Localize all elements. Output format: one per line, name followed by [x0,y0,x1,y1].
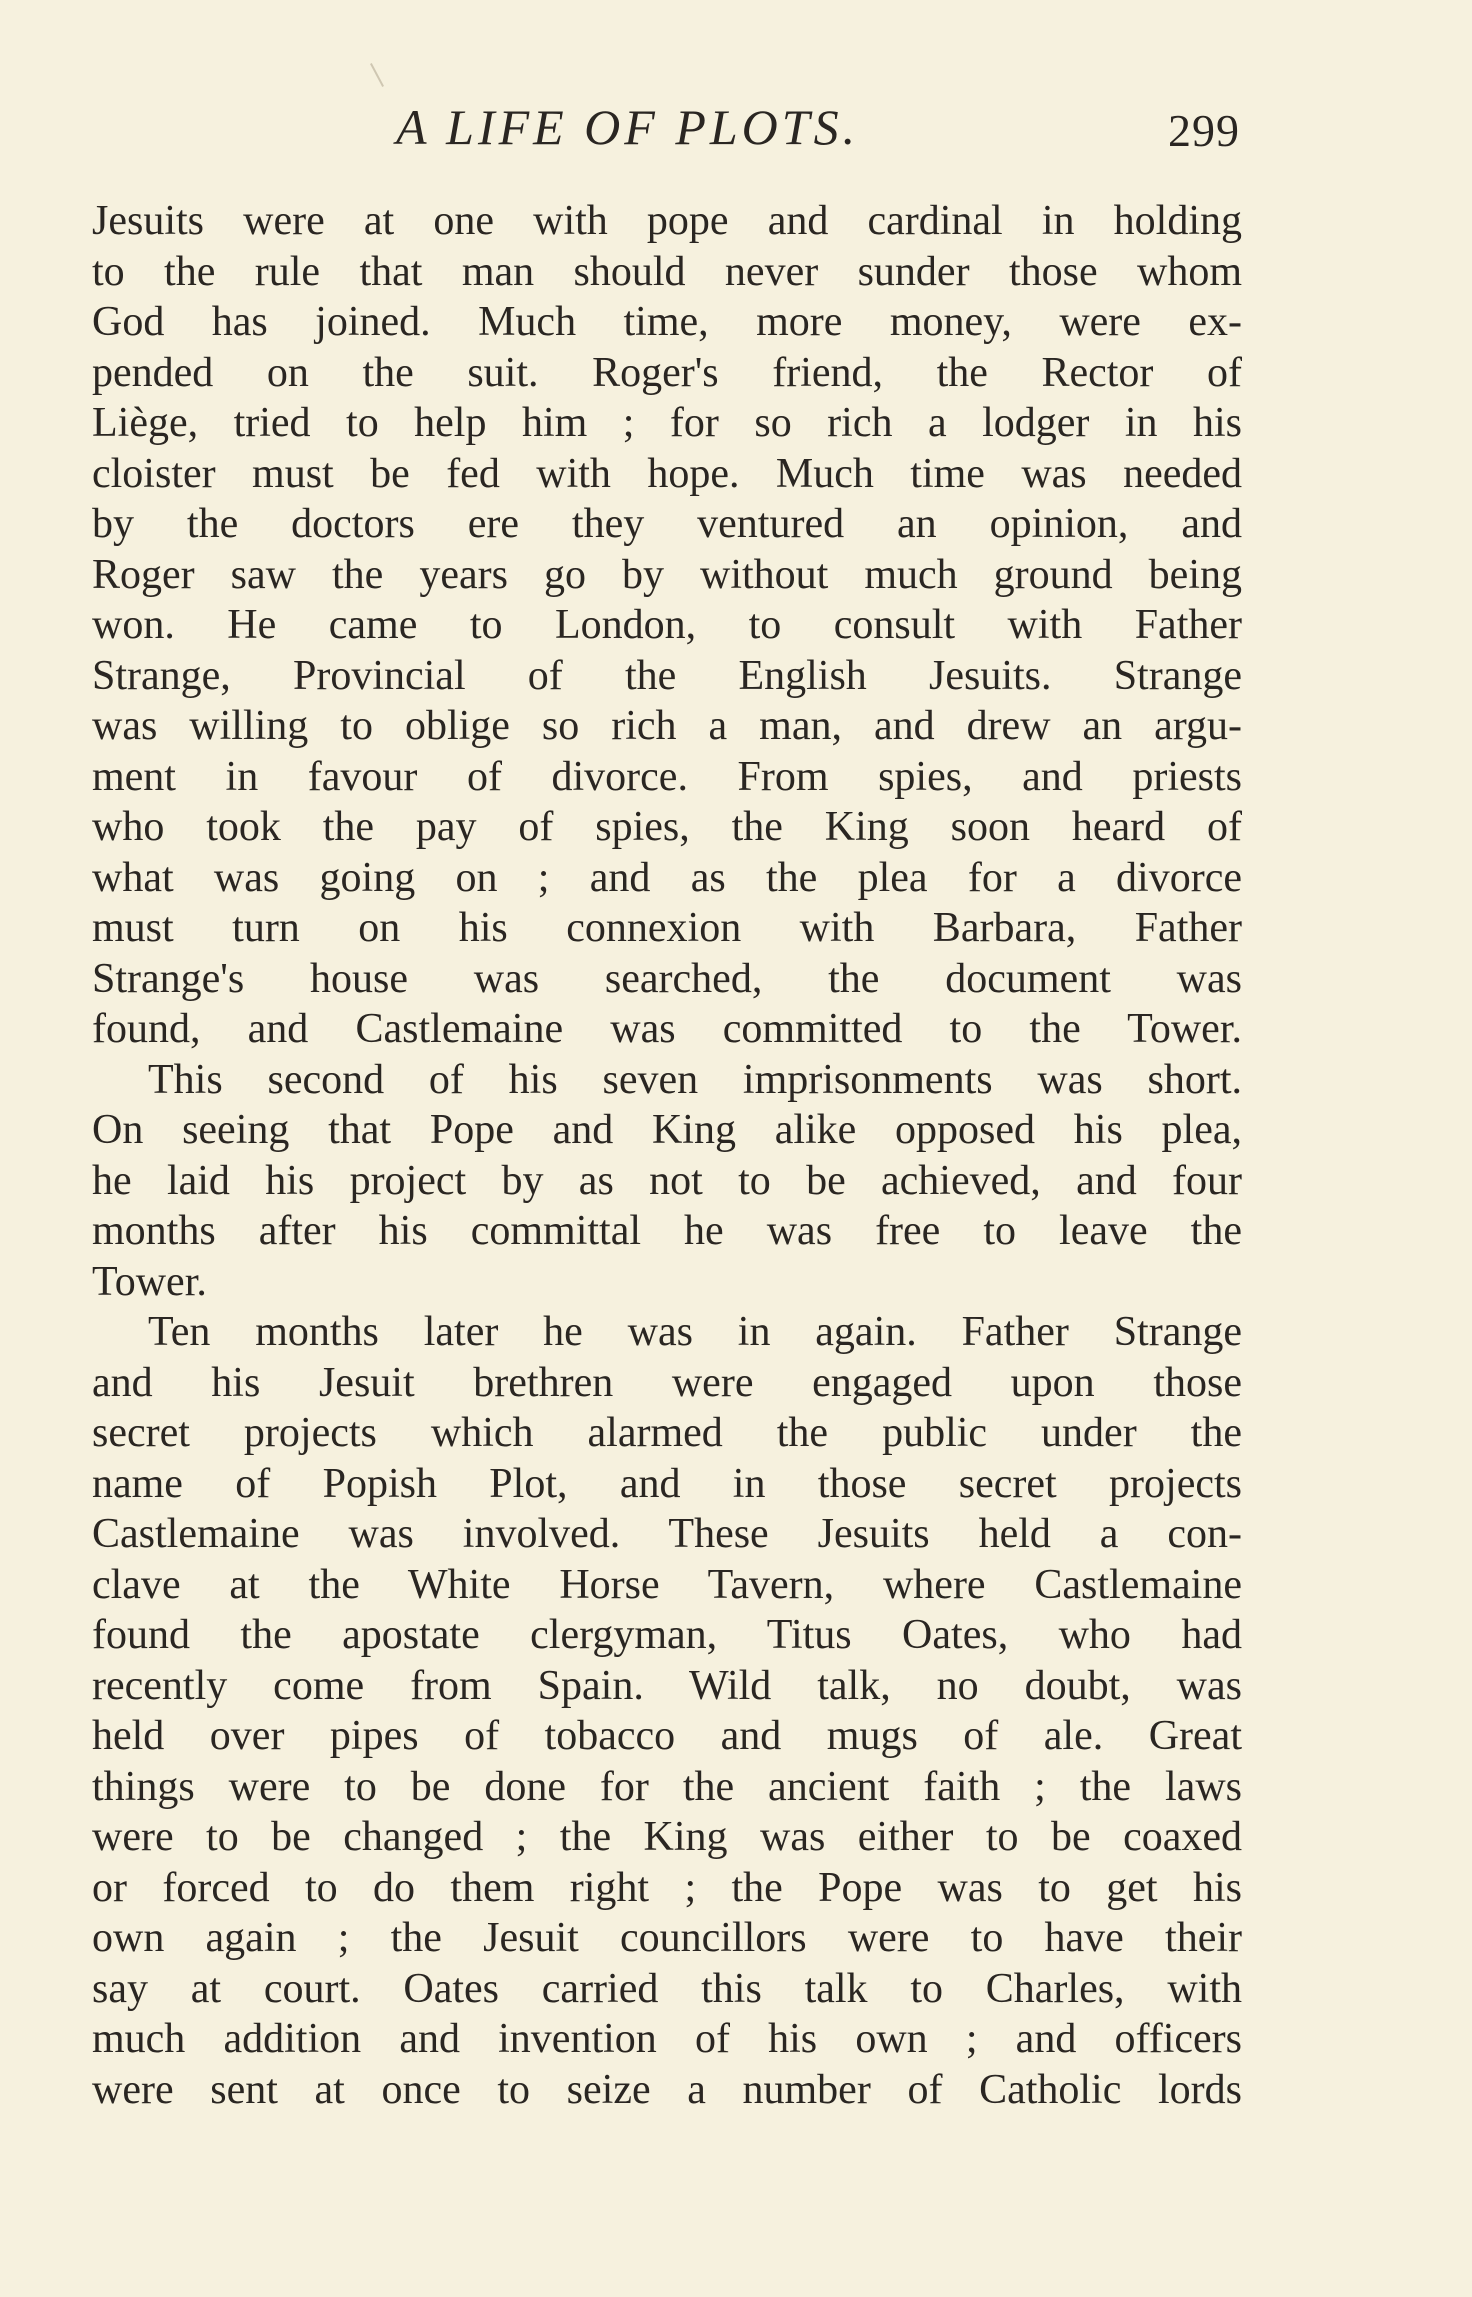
text-line: must turn on his connexion with Barbara, Father [92,905,1242,951]
text-line: own again ; the Jesuit councillors were to have their [92,1915,1242,1961]
text-line: was willing to oblige so rich a man, and drew an argu- [92,703,1242,749]
text-line: clave at the White Horse Tavern, where Castlemaine [92,1561,1242,1608]
page-number: 299 [1168,105,1240,156]
text-line: God has joined. Much time, more money, were ex- [92,299,1242,345]
running-head [0,92,1472,162]
text-line: say at court. Oates carried this talk to Charles, with [92,1965,1242,2012]
text-line: much addition and invention of his own ; and officers [92,2016,1242,2062]
text-line: or forced to do them right ; the Pope was to get his [92,1864,1242,1911]
text-line: pended on the suit. Roger's friend, the Rector of [92,349,1242,396]
text-line: Roger saw the years go by without much ground being [92,551,1242,598]
text-line: Strange's house was searched, the document was [92,955,1242,1002]
text-line: Tower. [92,1258,207,1305]
text-line: Castlemaine was involved. These Jesuits held a con- [92,1511,1242,1557]
text-line: won. He came to London, to consult with Father [92,602,1242,648]
text-line: recently come from Spain. Wild talk, no doubt, was [92,1662,1242,1709]
text-line: who took the pay of spies, the King soon heard of [92,804,1242,850]
text-line: months after his committal he was free to leave the [92,1208,1242,1254]
text-line: Strange, Provincial of the English Jesuits. Strange [92,652,1242,699]
text-line: cloister must be fed with hope. Much time was needed [92,450,1242,497]
text-line: held over pipes of tobacco and mugs of ale. Great [92,1713,1242,1759]
text-line: found, and Castlemaine was committed to the Tower. [92,1006,1242,1052]
text-line: what was going on ; and as the plea for a divorce [92,854,1242,901]
text-line: he laid his project by as not to be achieved, and four [92,1157,1242,1204]
text-line: and his Jesuit brethren were engaged upon those [92,1359,1242,1406]
text-line: Jesuits were at one with pope and cardinal in holding [92,198,1242,244]
text-line: by the doctors ere they ventured an opinion, and [92,501,1242,547]
text-line: were to be changed ; the King was either to be coaxed [92,1814,1242,1860]
text-line: On seeing that Pope and King alike opposed his plea, [92,1107,1242,1153]
text-line: were sent at once to seize a number of Catholic lords [92,2066,1242,2113]
stray-pencil-mark [370,63,384,87]
body-text [92,196,1242,2115]
text-line: Ten months later he was in again. Father Strange [148,1309,1242,1355]
text-line: things were to be done for the ancient faith ; the laws [92,1763,1242,1810]
running-title: A LIFE OF PLOTS. [396,99,860,155]
text-line: found the apostate clergyman, Titus Oates, who had [92,1612,1242,1658]
text-line: This second of his seven imprisonments was short. [148,1056,1242,1103]
text-line: name of Popish Plot, and in those secret projects [92,1460,1242,1507]
text-line: Liège, tried to help him ; for so rich a lodger in his [92,400,1242,446]
text-line: ment in favour of divorce. From spies, and priests [92,753,1242,800]
text-line: to the rule that man should never sunder those whom [92,248,1242,295]
text-line: secret projects which alarmed the public under the [92,1410,1242,1456]
